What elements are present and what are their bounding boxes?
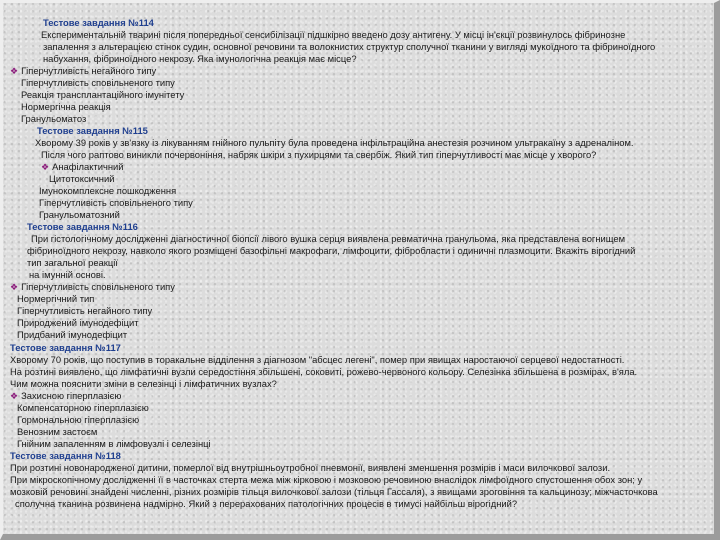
question-text: При мікроскопічному дослідженні її в часточках стерта межа між кірковою і мозковою речовиною внаслідок лімфоїдного спустошення обох зон; у [10,474,643,485]
answer-option: Гіперчутливість сповільненого типу [39,197,193,208]
answer-option: Реакція трансплантаційного імунітету [21,89,185,100]
question-text: запалення з альтерацією стінок судин, основної речовини та волокнистих структур сполучної тканини у вигляді мукоїдного та фібриноїдного [43,41,656,52]
question-title: Тестове завдання №114 [43,17,154,28]
question-title: Тестове завдання №116 [27,221,138,232]
answer-option [10,281,175,293]
answer-option: Компенсаторною гіперплазією [17,402,149,413]
question-text: Експериментальній тварині після попередньої сенсибілізації підшкірно введено дозу антигену. У місці ін'єкції розвинулось фібринозне [41,29,626,40]
question-text: мозковій речовині знайдені численні, різних розмірів тільця вилочкової залози (тільця Гассаля), з явищами зроговіння та кальцинозу; міжчасточкова [10,486,658,497]
answer-option [10,65,156,77]
diamond-bullet-icon: ❖ [10,391,19,401]
question-title: Тестове завдання №117 [10,342,121,353]
question-text: При гістологічному дослідженні діагностичної біопсії лівого вушка серця виявлена ревматична гранульома, яка представлена вогнищем [31,233,626,244]
question-text: набухання, фібриноїдного некрозу. Яка імунологічна реакція має місце? [43,53,357,64]
answer-option [10,390,121,402]
question-text: Після чого раптово виникли почервоніння, набряк шкіри з пухирцями та свербіж. Який тип гіперчутливості має місце у хворого? [41,149,597,160]
answer-option: Гранульоматозний [39,209,120,220]
answer-option: Гранульоматоз [21,113,87,124]
answer-option: Гнійним запаленням в лімфовузлі і селезінці [17,438,211,449]
question-text: На розтині виявлено, що лімфатичні вузли середостіння збільшені, соковиті, рожево-червоного кольору. Селезінка збільшена в розмірах, в'яла. [10,366,638,377]
answer-option-text: Гіперчутливість негайного типу [21,65,157,76]
diamond-bullet-icon: ❖ [41,162,50,172]
answer-option-text: Захисною гіперплазією [21,390,122,401]
answer-option [41,161,123,173]
question-text: фібриноїдного некрозу, навколо якого розміщені базофільні макрофаги, лімфоцити, фібробласти і одиничні плазмоцити. Вкажіть вірогідний [27,245,636,256]
question-title: Тестове завдання №118 [10,450,121,461]
question-text: сполучна тканина розвинена надмірно. Який з перерахованих патологічних процесів в тимусі найбільш вірогідний? [15,498,518,509]
diamond-bullet-icon: ❖ [10,66,19,76]
question-text: При розтині новонародженої дитини, померлої від внутрішньоутробної пневмонії, виявлені зменшення розмірів і маси вилочкової залози. [10,462,611,473]
question-text: на імунній основі. [29,269,106,280]
answer-option: Гіперчутливість негайного типу [17,305,153,316]
answer-option: Цитотоксичний [49,173,115,184]
question-text: Чим можна пояснити зміни в селезінці і лімфатичних вузлах? [10,378,277,389]
answer-option-text: Анафілактичний [52,161,124,172]
question-text: Хворому 39 років у зв'язку із лікуванням гнійного пульпіту була проведена інфільтраційна анестезія розчином ультракаїну з адреналіном. [35,137,634,148]
answer-option: Нормергічний тип [17,293,95,304]
answer-option: Природжений імунодефіцит [17,317,139,328]
answer-option: Гіперчутливість сповільненого типу [21,77,175,88]
answer-option: Придбаний імунодефіцит [17,329,128,340]
diamond-bullet-icon: ❖ [10,282,19,292]
question-title: Тестове завдання №115 [37,125,148,136]
answer-option: Гормональною гіперплазією [17,414,140,425]
answer-option-text: Гіперчутливість сповільненого типу [21,281,175,292]
question-text: Хворому 70 років, що поступив в торакальне відділення з діагнозом "абсцес легені", помер при явищах наростаючої серцевої недостатності. [10,354,625,365]
question-text: тип загальної реакції [27,257,118,268]
answer-option: Імунокомплексне пошкодження [39,185,177,196]
answer-option: Нормергічна реакція [21,101,111,112]
answer-option: Венозним застоєм [17,426,98,437]
